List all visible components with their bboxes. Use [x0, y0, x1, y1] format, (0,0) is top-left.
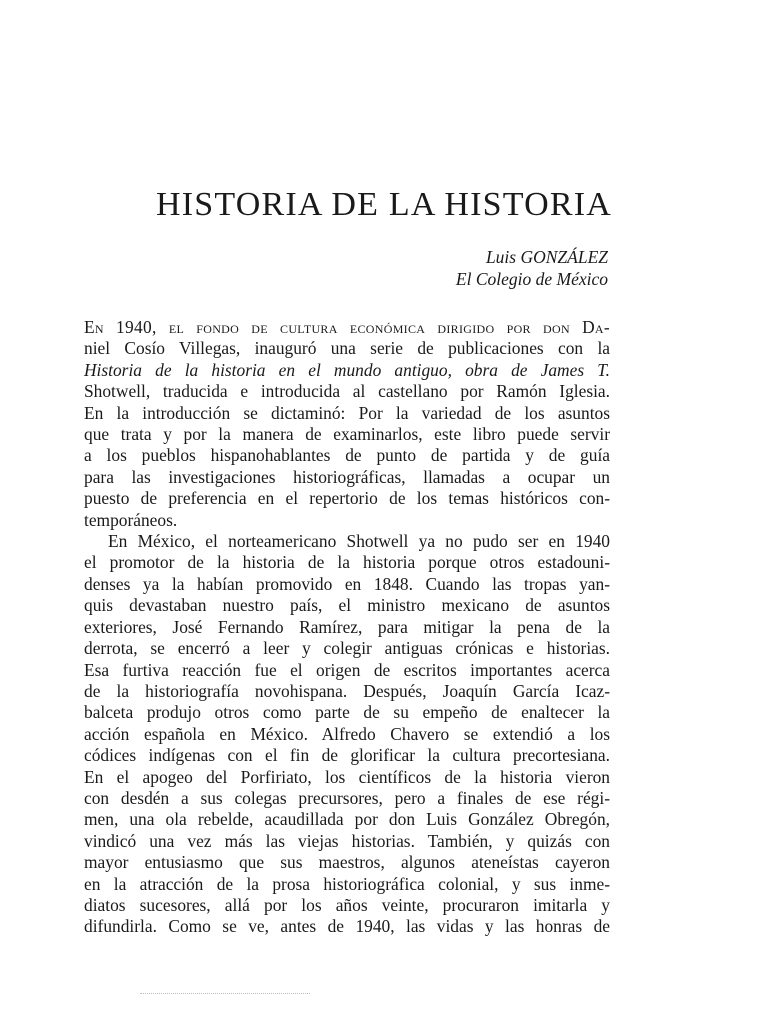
text-line: de la historiografía novohispana. Después, Joaquín García Icaz- [84, 680, 610, 701]
text-line: difundirla. Como se ve, antes de 1940, las vidas y las honras de [84, 916, 610, 937]
text-line: En 1940, el fondo de cultura económica dirigido por don Da- [84, 317, 610, 337]
author-name: Luis GONZÁLEZ [485, 247, 608, 267]
paragraph-2 [84, 531, 610, 938]
text-line: Historia de la historia en el mundo antiguo, obra de James T. [84, 359, 610, 380]
article-body [84, 317, 610, 938]
text-line: men, una ola rebelde, acaudillada por don Luis González Obregón, [84, 809, 610, 830]
text-line: niel Cosío Villegas, inauguró una serie de publicaciones con la [84, 338, 610, 359]
text-line: quis devastaban nuestro país, el ministro mexicano de asuntos [84, 595, 610, 616]
text-line: diatos sucesores, allá por los años veinte, procuraron imitarla y [84, 894, 610, 915]
byline [456, 246, 608, 290]
text-line: códices indígenas con el fin de glorificar la cultura precortesiana. [84, 745, 610, 766]
text-line: puesto de preferencia en el repertorio de los temas históricos con- [84, 488, 610, 509]
text-line: el promotor de la historia de la historia porque otros estadouni- [84, 552, 610, 573]
author-affiliation: El Colegio de México [455, 269, 608, 289]
page-footer-mark [140, 993, 310, 995]
text-line: temporáneos. [84, 509, 178, 530]
text-line: Esa furtiva reacción fue el origen de escritos importantes acerca [84, 659, 610, 680]
text-line: En el apogeo del Porfiriato, los científicos de la historia vieron [84, 766, 610, 787]
text-line: para las investigaciones historiográficas, llamadas a ocupar un [84, 466, 610, 487]
text-line: a los pueblos hispanohablantes de punto de partida y de guía [84, 445, 610, 466]
text-line: En la introducción se dictaminó: Por la variedad de los asuntos [84, 402, 610, 423]
text-line: con desdén a sus colegas precursores, pero a finales de ese régi- [84, 787, 610, 808]
text-line: En México, el norteamericano Shotwell ya no pudo ser en 1940 [108, 531, 610, 552]
text-line: denses ya la habían promovido en 1848. Cuando las tropas yan- [84, 573, 610, 594]
text-line: acción española en México. Alfredo Chavero se extendió a los [84, 723, 610, 744]
text-line: mayor entusiasmo que sus maestros, algunos ateneístas cayeron [84, 852, 610, 873]
text-line: balceta produjo otros como parte de su empeño de enaltecer la [84, 702, 610, 723]
text-line: vindicó una vez más las viejas historias. También, y quizás con [84, 830, 610, 851]
article-title: HISTORIA DE LA HISTORIA [155, 186, 613, 223]
text-line: Shotwell, traducida e introducida al castellano por Ramón Iglesia. [84, 381, 610, 402]
text-line: derrota, se encerró a leer y colegir antiguas crónicas e historias. [84, 638, 610, 659]
text-line: exteriores, José Fernando Ramírez, para mitigar la pena de la [84, 616, 610, 637]
text-line: en la atracción de la prosa historiográfica colonial, y sus inme- [84, 873, 610, 894]
paragraph-1 [84, 317, 610, 531]
text-line: que trata y por la manera de examinarlos, este libro puede servir [84, 424, 610, 445]
